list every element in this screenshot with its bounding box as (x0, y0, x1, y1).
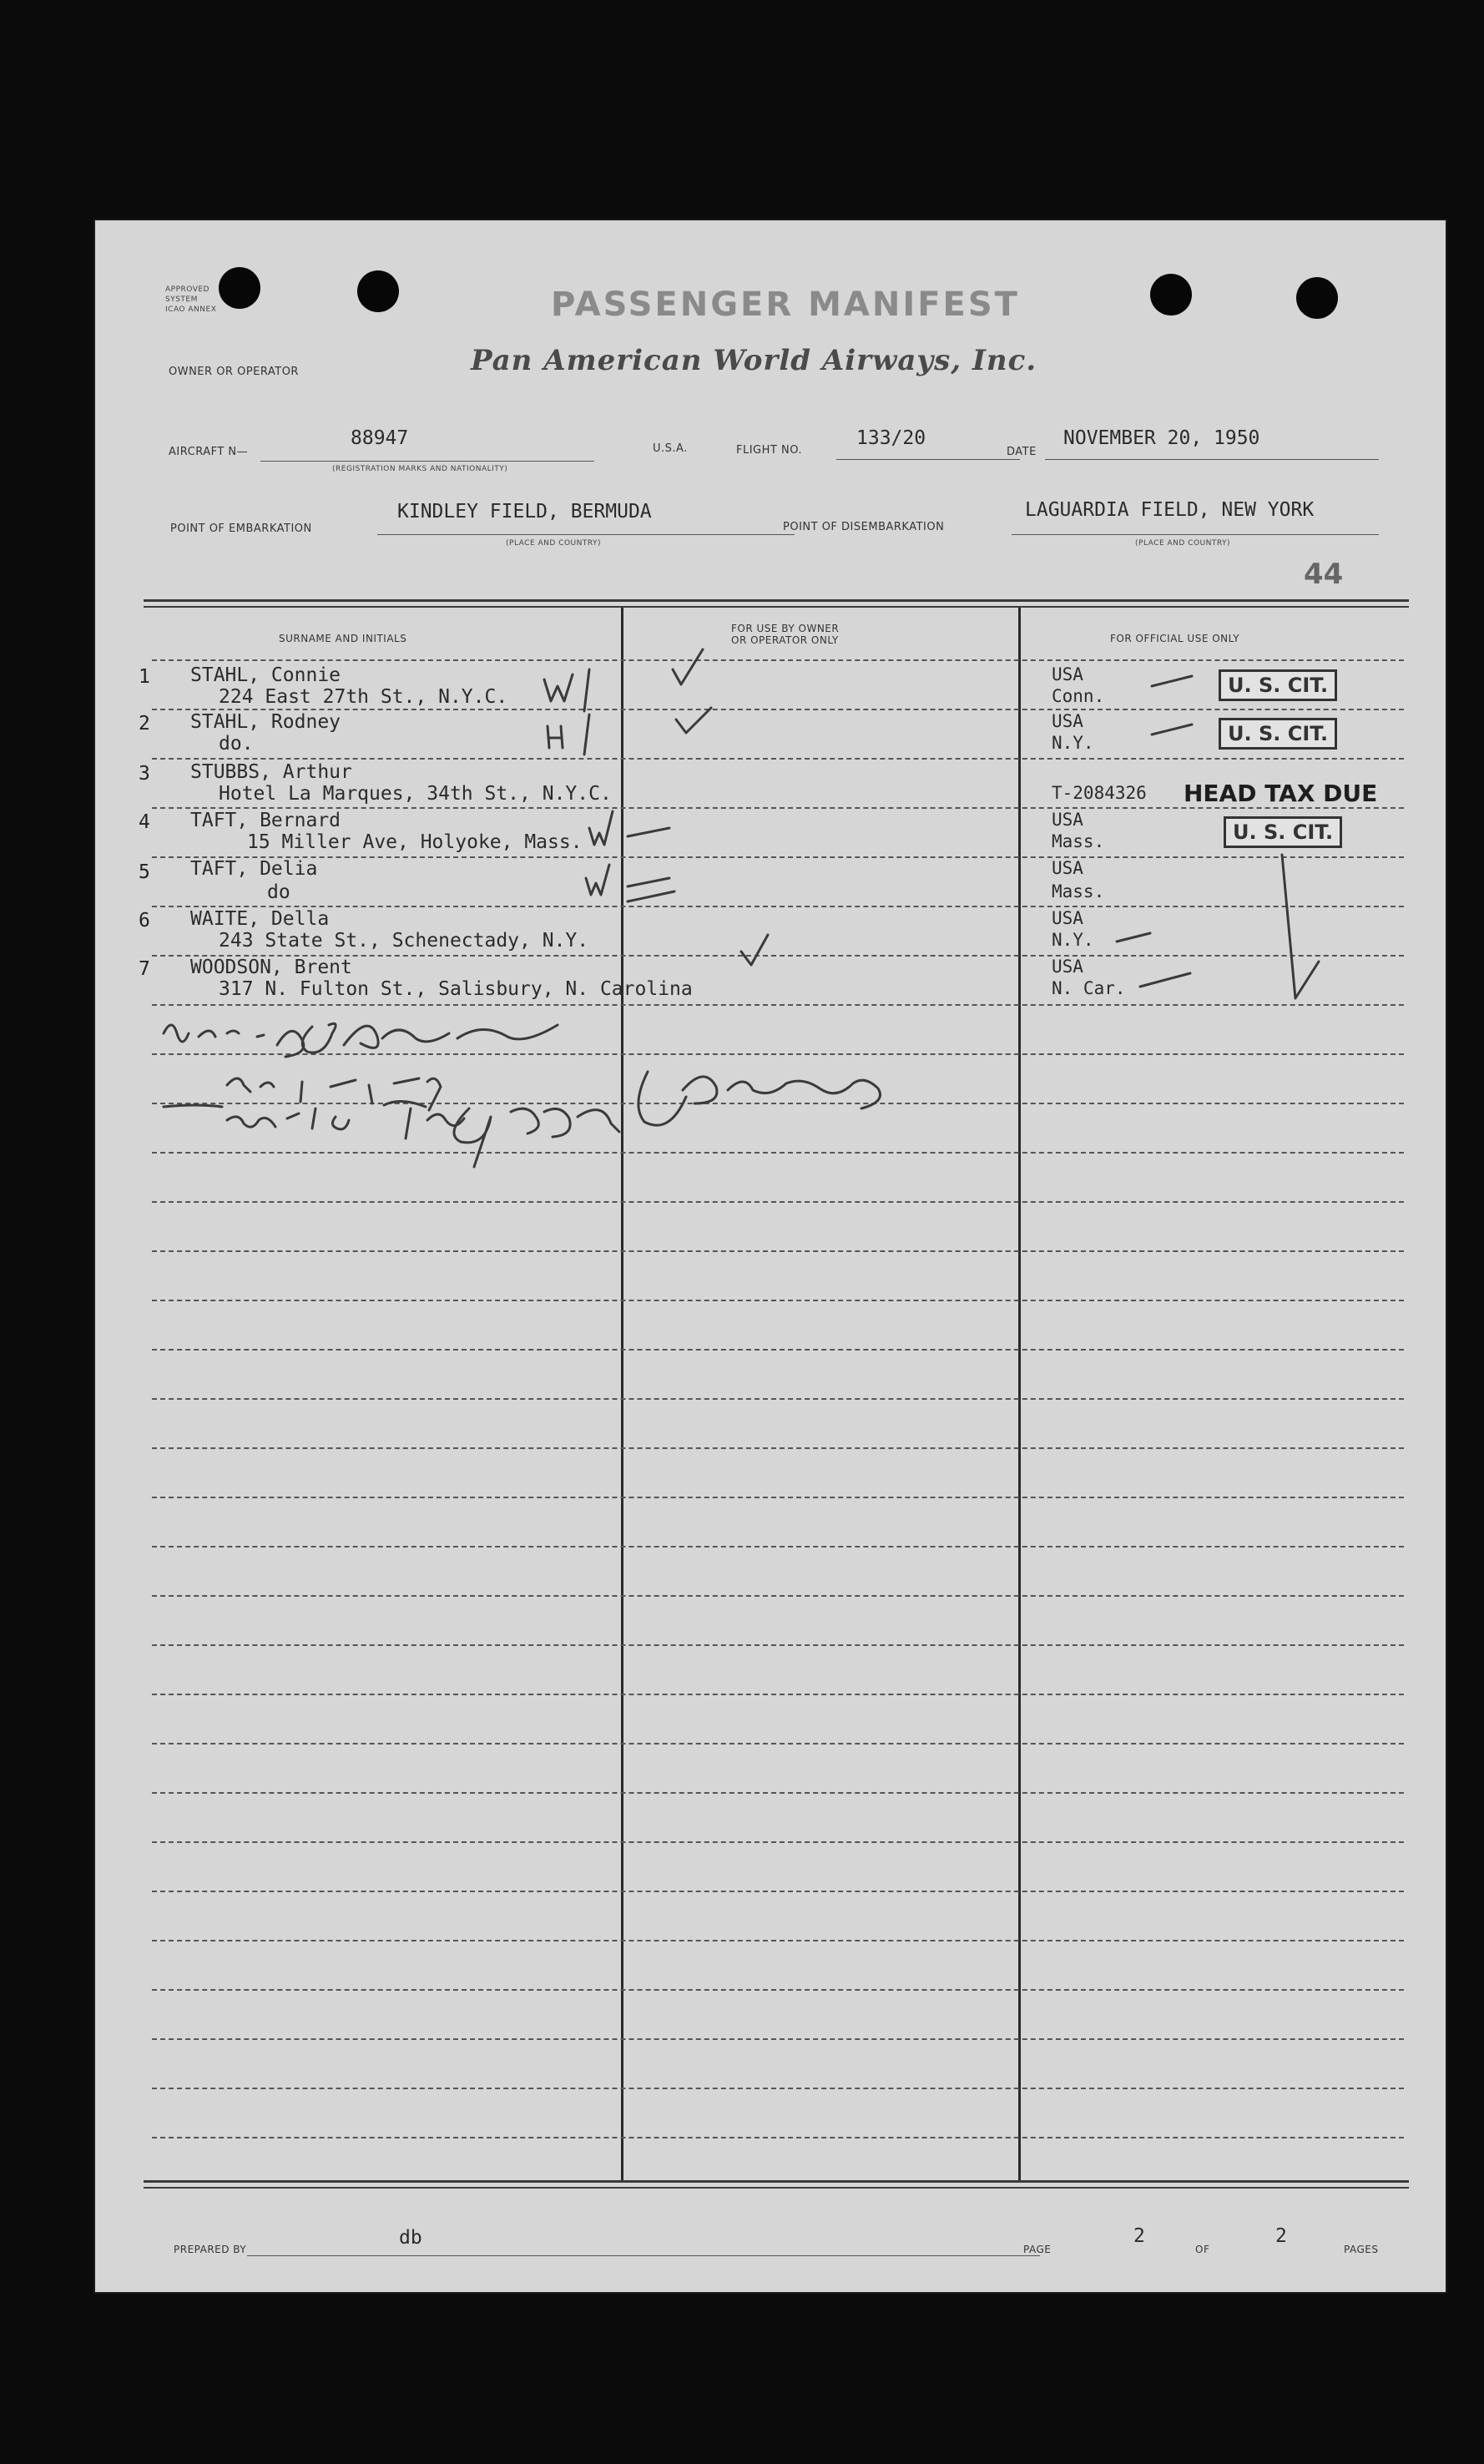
form-note-2: SYSTEM (165, 295, 198, 304)
of-label: OF (1195, 2244, 1210, 2255)
official-citizenship: USA (1052, 858, 1083, 878)
manifest-sheet (93, 219, 1447, 2294)
head-tax-stamp: HEAD TAX DUE (1184, 780, 1378, 807)
passenger-address: 317 N. Fulton St., Salisbury, N. Carolina (219, 978, 693, 1000)
official-state: Conn. (1052, 686, 1105, 706)
passenger-address: do. (219, 733, 254, 755)
column-header-owner-1: FOR USE BY OWNER (731, 623, 840, 634)
passenger-name: STAHL, Rodney (190, 711, 341, 733)
date-value: NOVEMBER 20, 1950 (1063, 427, 1260, 449)
citizen-stamp: U. S. CIT. (1224, 816, 1342, 848)
official-citizenship: USA (1052, 810, 1083, 830)
row-number: 2 (139, 713, 150, 735)
prepared-value: db (399, 2227, 422, 2249)
official-state: N.Y. (1052, 930, 1094, 950)
row-number: 3 (139, 763, 150, 785)
prepared-label: PREPARED BY (174, 2244, 247, 2255)
handwritten-marks (93, 219, 1447, 2294)
official-citizenship: USA (1052, 664, 1083, 684)
official-state: Mass. (1052, 831, 1105, 851)
flight-number: 133/20 (856, 427, 926, 449)
passenger-address: Hotel La Marques, 34th St., N.Y.C. (219, 783, 612, 805)
passenger-name: TAFT, Bernard (190, 810, 341, 831)
page-stamp: 44 (1304, 558, 1344, 591)
page-label: PAGE (1023, 2244, 1052, 2255)
official-citizenship: USA (1052, 711, 1083, 731)
passenger-name: STAHL, Connie (190, 664, 341, 686)
row-number: 7 (139, 958, 150, 980)
registration-caption: (REGISTRATION MARKS AND NATIONALITY) (332, 465, 508, 473)
page-value: 2 (1133, 2225, 1145, 2247)
official-tax-number: T-2084326 (1052, 783, 1147, 803)
passenger-name: TAFT, Delia (190, 858, 318, 880)
official-state: Mass. (1052, 881, 1105, 901)
aircraft-number: 88947 (351, 427, 409, 449)
disembark-value: LAGUARDIA FIELD, NEW YORK (1025, 499, 1315, 521)
embark-label: POINT OF EMBARKATION (170, 523, 312, 535)
row-number: 1 (139, 666, 150, 688)
usa-label: U.S.A. (653, 442, 688, 455)
official-citizenship: USA (1052, 908, 1083, 928)
column-header-surname: SURNAME AND INITIALS (279, 633, 407, 644)
official-state: N.Y. (1052, 733, 1094, 753)
row-number: 5 (139, 861, 150, 883)
passenger-address: 243 State St., Schenectady, N.Y. (219, 930, 589, 952)
column-header-owner-2: OR OPERATOR ONLY (731, 634, 839, 646)
of-value: 2 (1275, 2225, 1287, 2247)
aircraft-label: AIRCRAFT N— (169, 446, 249, 458)
row-number: 4 (139, 811, 150, 833)
citizen-stamp: U. S. CIT. (1219, 669, 1337, 701)
date-label: DATE (1007, 446, 1037, 458)
passenger-name: WAITE, Della (190, 908, 330, 930)
flight-label: FLIGHT NO. (736, 444, 803, 457)
airline-name: Pan American World Airways, Inc. (471, 344, 1037, 377)
embark-caption: (PLACE AND COUNTRY) (506, 539, 602, 548)
official-state: N. Car. (1052, 978, 1126, 998)
row-number: 6 (139, 910, 150, 932)
form-note-1: APPROVED (165, 285, 209, 294)
passenger-address: do (267, 881, 290, 903)
pages-label: PAGES (1344, 2244, 1379, 2255)
citizen-stamp: U. S. CIT. (1219, 718, 1337, 750)
column-header-official: FOR OFFICIAL USE ONLY (1110, 633, 1240, 644)
owner-label: OWNER OR OPERATOR (169, 366, 299, 378)
disembark-caption: (PLACE AND COUNTRY) (1135, 539, 1231, 548)
passenger-name: STUBBS, Arthur (190, 761, 352, 783)
passenger-address: 224 East 27th St., N.Y.C. (219, 686, 508, 708)
passenger-address: 15 Miller Ave, Holyoke, Mass. (247, 831, 583, 853)
embark-value: KINDLEY FIELD, BERMUDA (397, 501, 652, 523)
form-note-3: ICAO ANNEX (165, 305, 217, 314)
disembark-label: POINT OF DISEMBARKATION (783, 521, 945, 533)
official-citizenship: USA (1052, 957, 1083, 977)
page-title: PASSENGER MANIFEST (551, 285, 1020, 324)
passenger-name: WOODSON, Brent (190, 957, 352, 978)
